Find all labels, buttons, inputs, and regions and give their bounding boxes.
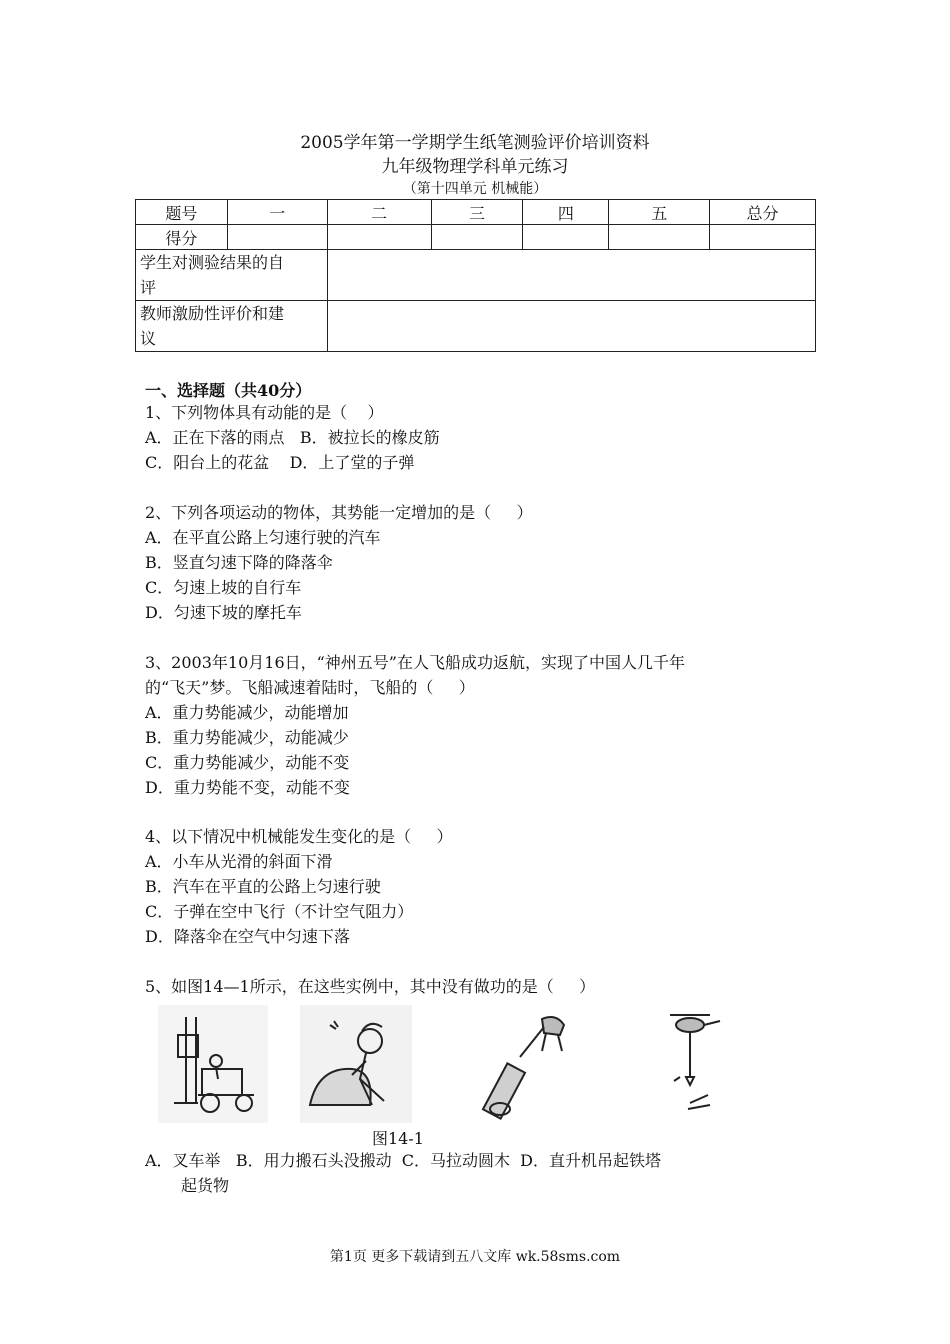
q3-stem-line1: 3、2003年10月16日，“神州五号”在人飞船成功返航，实现了中国人几千年	[145, 653, 685, 672]
score-cell[interactable]	[327, 225, 431, 250]
score-cell[interactable]	[431, 225, 523, 250]
rock-pushing-illustration	[300, 1005, 412, 1123]
q3-option-d: D．重力势能不变，动能不变	[145, 778, 350, 797]
score-cell[interactable]	[609, 225, 710, 250]
q1-stem: 1、下列物体具有动能的是（ ）	[145, 403, 384, 422]
q3-option-c: C．重力势能减少，动能不变	[145, 753, 350, 772]
teacher-eval-label: 教师激励性评价和建 议	[136, 301, 328, 352]
q2-option-c: C．匀速上坡的自行车	[145, 578, 302, 597]
score-cell[interactable]	[710, 225, 816, 250]
q3-stem-line2: 的“飞天”梦。飞船减速着陆时，飞船的（ ）	[145, 678, 475, 697]
self-eval-row	[136, 250, 816, 301]
header-cell: 二	[327, 200, 431, 225]
teacher-eval-cell[interactable]	[327, 301, 815, 352]
figure-14-1	[150, 1005, 770, 1123]
helicopter-lifting-tower-illustration	[650, 1005, 730, 1123]
section-title: 一、选择题（共40分）	[145, 381, 312, 400]
q4-stem: 4、以下情况中机械能发生变化的是（ ）	[145, 827, 453, 846]
q4-option-a: A．小车从光滑的斜面下滑	[145, 852, 333, 871]
q2-option-a: A．在平直公路上匀速行驶的汽车	[145, 528, 381, 547]
header-cell: 总分	[710, 200, 816, 225]
doc-title: 2005学年第一学期学生纸笔测验评价培训资料	[300, 133, 650, 153]
header-cell: 四	[523, 200, 609, 225]
q5-options: A．叉车举 B．用力搬石头没搬动 C．马拉动圆木 D．直升机吊起铁塔	[145, 1151, 661, 1170]
score-table	[135, 199, 816, 352]
header-cell: 一	[227, 200, 327, 225]
score-row	[136, 225, 816, 250]
q5-options-wrap: 起货物	[181, 1176, 230, 1195]
q4-option-b: B．汽车在平直的公路上匀速行驶	[145, 877, 381, 896]
self-eval-label: 学生对测验结果的自 评	[136, 250, 328, 301]
q2-option-b: B．竖直匀速下降的降落伞	[145, 553, 333, 572]
horse-pulling-log-illustration	[480, 1005, 580, 1123]
page-footer: 第1页 更多下载请到五八文库 wk.58sms.com	[329, 1249, 621, 1265]
header-cell: 三	[431, 200, 523, 225]
q4-option-d: D．降落伞在空气中匀速下落	[145, 927, 350, 946]
score-cell[interactable]	[523, 225, 609, 250]
score-row-label: 得分	[136, 225, 228, 250]
figure-caption: 图14-1	[372, 1129, 424, 1148]
q2-option-d: D．匀速下坡的摩托车	[145, 603, 302, 622]
q2-stem: 2、下列各项运动的物体，其势能一定增加的是（ ）	[145, 503, 533, 522]
self-eval-cell[interactable]	[327, 250, 815, 301]
q5-stem: 5、如图14—1所示，在这些实例中，其中没有做功的是（ ）	[145, 977, 596, 996]
table-header-row	[136, 200, 816, 225]
q1-options-ab: A．正在下落的雨点 B．被拉长的橡皮筋	[145, 428, 440, 447]
header-cell: 题号	[136, 200, 228, 225]
teacher-eval-row	[136, 301, 816, 352]
unit-label: （第十四单元 机械能）	[402, 181, 548, 197]
score-cell[interactable]	[227, 225, 327, 250]
q3-option-a: A．重力势能减少，动能增加	[145, 703, 349, 722]
q4-option-c: C．子弹在空中飞行（不计空气阻力）	[145, 902, 414, 921]
header-cell: 五	[609, 200, 710, 225]
q3-option-b: B．重力势能减少，动能减少	[145, 728, 349, 747]
doc-subtitle: 九年级物理学科单元练习	[381, 157, 569, 177]
q1-options-cd: C．阳台上的花盆 D．上了堂的子弹	[145, 453, 415, 472]
forklift-illustration	[158, 1005, 268, 1123]
